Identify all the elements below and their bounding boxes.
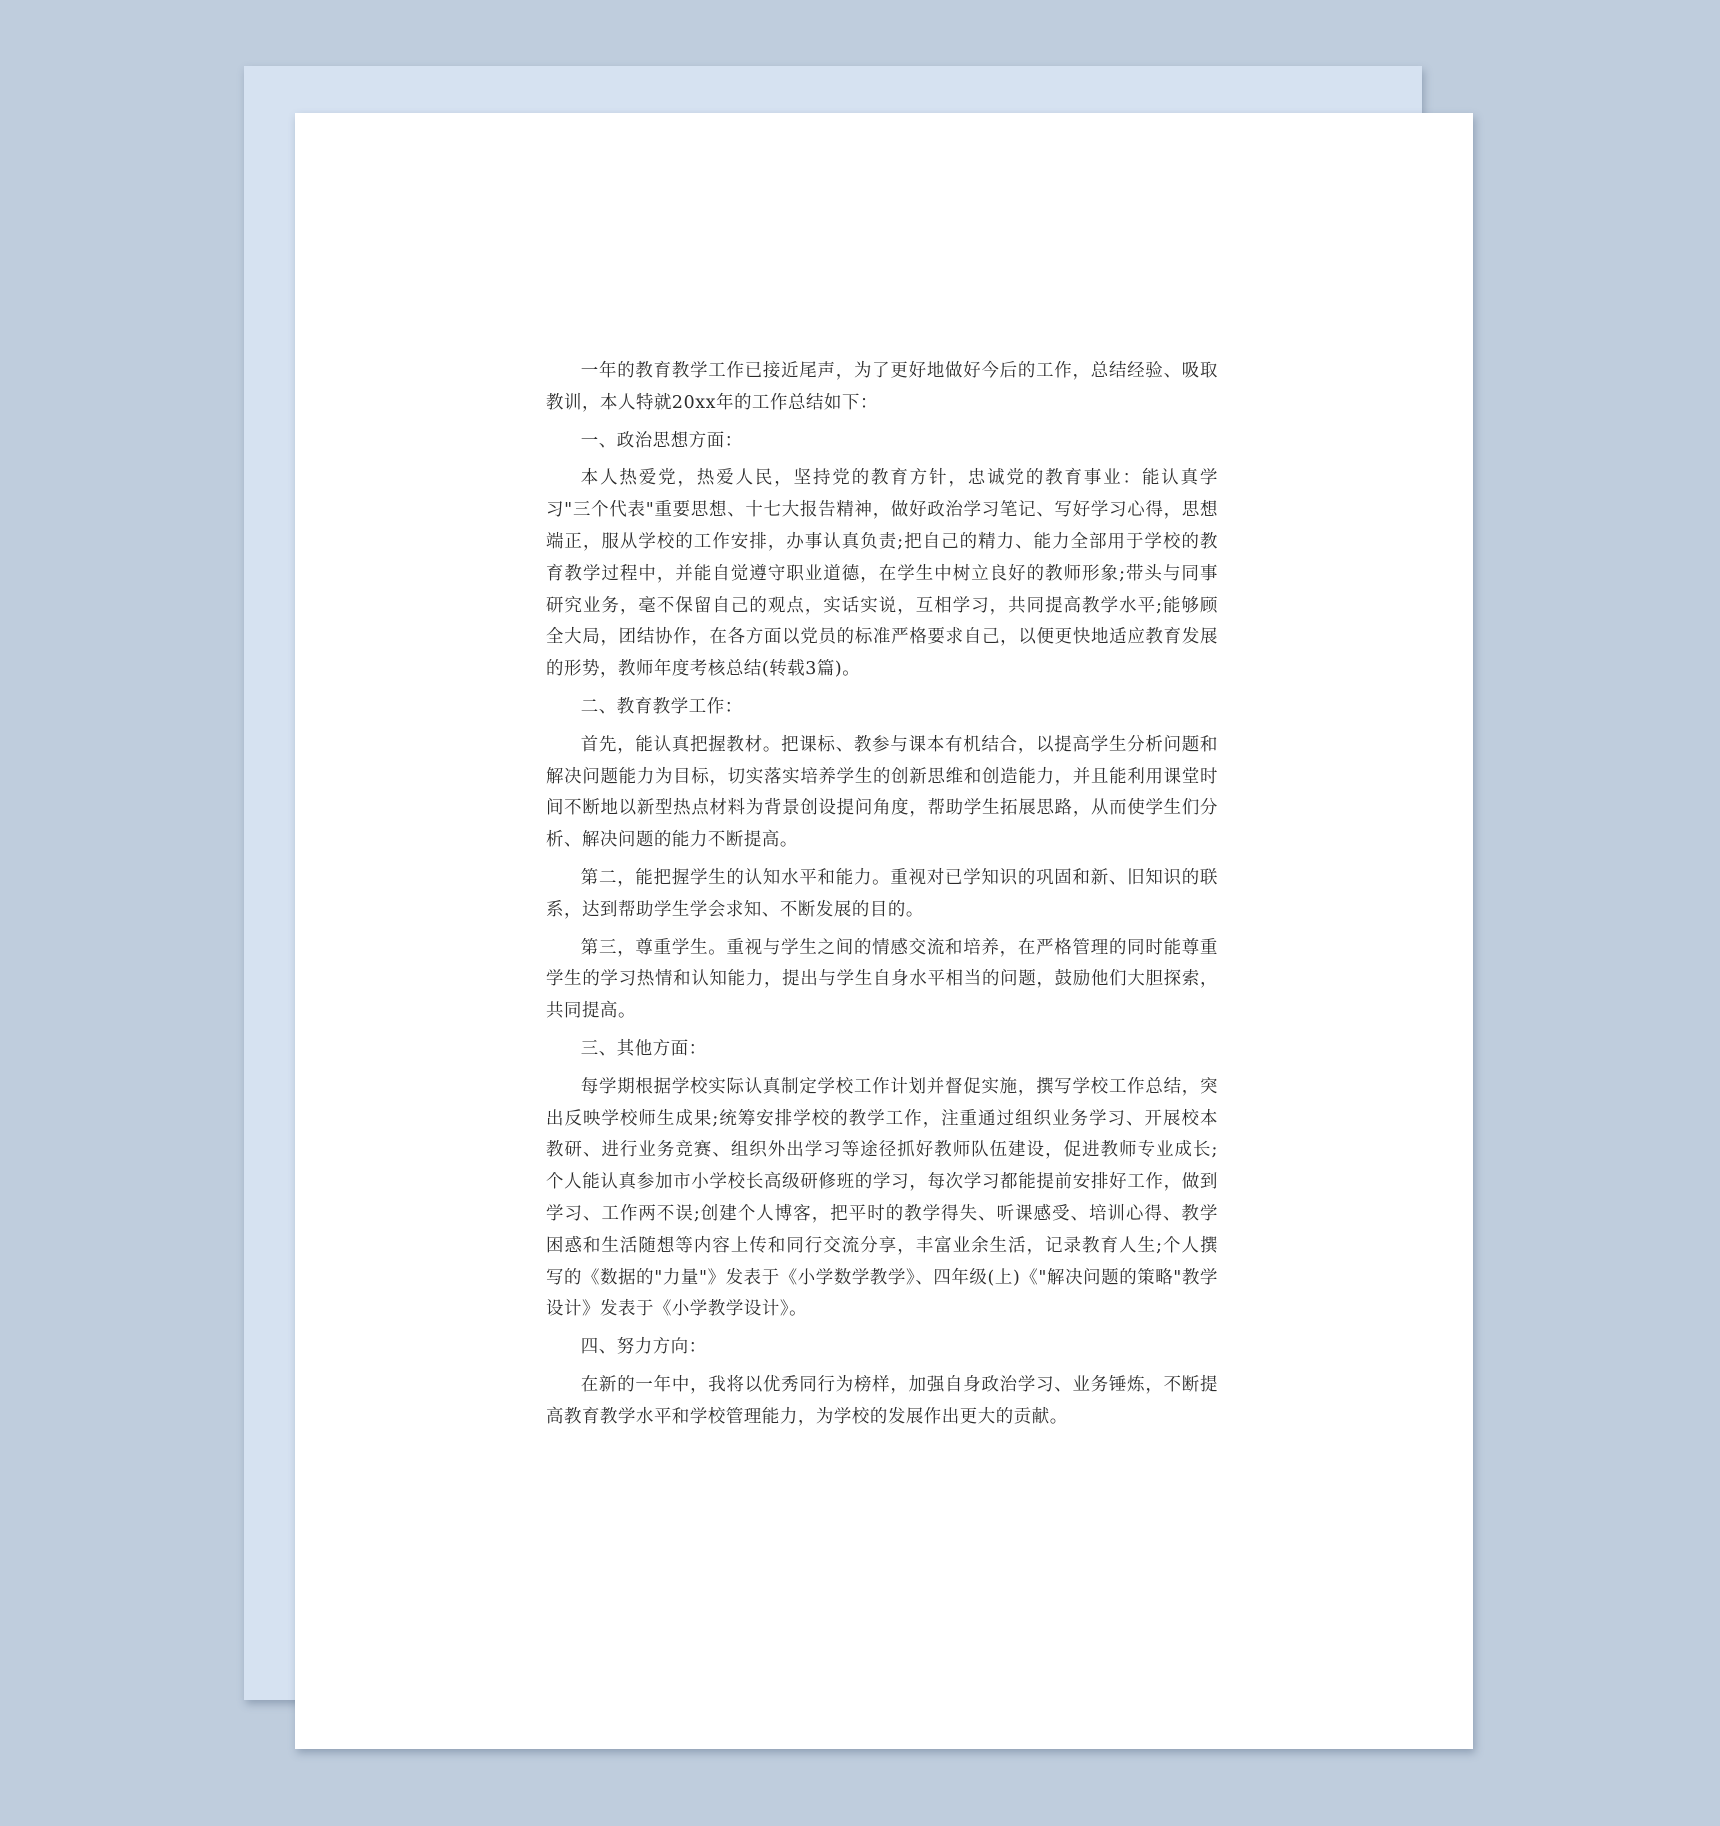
other-paragraph: 每学期根据学校实际认真制定学校工作计划并督促实施，撰写学校工作总结，突出反映学校师生成果;统筹安排学校的教学工作，注重通过组织业务学习、开展校本教研、进行业务竞赛、组织外出学习等途径抓好教师队伍建设，促进教师专业成长;个人能认真参加市小学校长高级研修班的学习，每次学习都能提前安排好工作，做到学习、工作两不误;创建个人博客，把平时的教学得失、听课感受、培训心得、教学困惑和生活随想等内容上传和同行交流分享，丰富业余生活，记录教育人生;个人撰写的《数据的"力量"》发表于《小学数学教学》、四年级(上)《"解决问题的策略"教学设计》发表于《小学教学设计》。: [546, 1076, 1218, 1320]
section-heading-direction: 四、努力方向：: [580, 1337, 707, 1358]
direction-paragraph: 在新的一年中，我将以优秀同行为榜样，加强自身政治学习、业务锤炼，不断提高教育教学水平和学校管理能力，为学校的发展作出更大的贡献。: [546, 1374, 1218, 1427]
teaching-paragraph-third: 第三，尊重学生。重视与学生之间的情感交流和培养，在严格管理的同时能尊重学生的学习热情和认知能力，提出与学生自身水平相当的问题，鼓励他们大胆探索，共同提高。: [546, 937, 1218, 1022]
section-heading-other: 三、其他方面：: [580, 1038, 707, 1059]
section-heading-teaching: 二、教育教学工作：: [580, 696, 743, 717]
document-body: [546, 356, 1218, 1440]
politics-paragraph: 本人热爱党，热爱人民，坚持党的教育方针，忠诚党的教育事业：能认真学习"三个代表"重要思想、十七大报告精神，做好政治学习笔记、写好学习心得，思想端正，服从学校的工作安排，办事认真负责;把自己的精力、能力全部用于学校的教育教学过程中，并能自觉遵守职业道德，在学生中树立良好的教师形象;带头与同事研究业务，毫不保留自己的观点，实话实说，互相学习，共同提高教学水平;能够顾全大局，团结协作，在各方面以党员的标准严格要求自己，以便更快地适应教育发展的形势，教师年度考核总结(转载3篇)。: [546, 468, 1218, 680]
intro-paragraph: 一年的教育教学工作已接近尾声，为了更好地做好今后的工作，总结经验、吸取教训，本人特就20xx年的工作总结如下：: [546, 361, 1218, 413]
teaching-paragraph-second: 第二，能把握学生的认知水平和能力。重视对已学知识的巩固和新、旧知识的联系，达到帮助学生学会求知、不断发展的目的。: [546, 867, 1218, 920]
teaching-paragraph-first: 首先，能认真把握教材。把课标、教参与课本有机结合，以提高学生分析问题和解决问题能力为目标，切实落实培养学生的创新思维和创造能力，并且能利用课堂时间不断地以新型热点材料为背景创设提问角度，帮助学生拓展思路，从而使学生们分析、解决问题的能力不断提高。: [546, 734, 1218, 851]
section-heading-politics: 一、政治思想方面：: [580, 430, 743, 451]
